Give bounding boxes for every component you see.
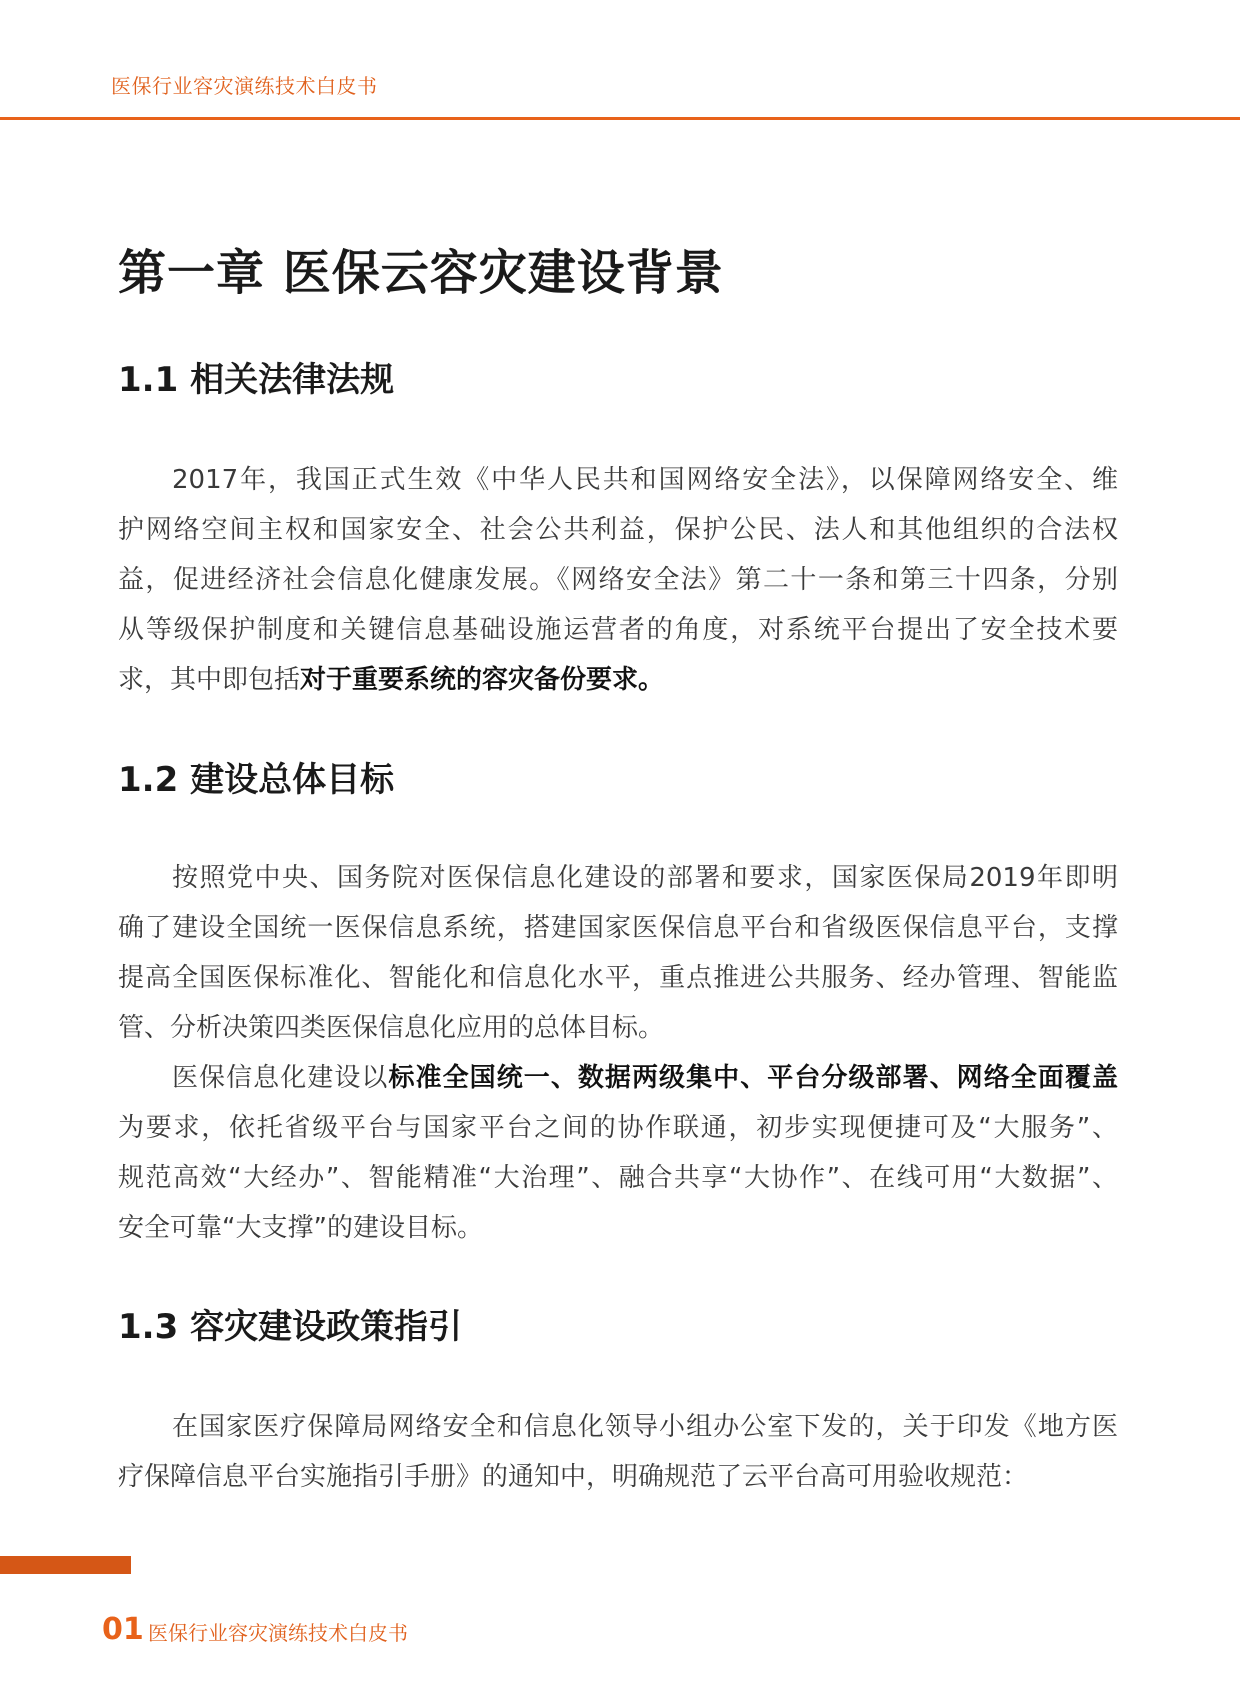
chapter-title: 第一章 医保云容灾建设背景 (118, 245, 724, 301)
text-segment: 求，其中即包括 (118, 665, 301, 695)
text-segment: 疗保障信息平台实施指引手册》的通知中，明确规范了云平台高可用验收规范： (118, 1462, 1029, 1492)
text-line (118, 505, 1118, 555)
text-segment: 益，促进经济社会信息化健康发展。《网络安全法》第二十一条和第三十四条，分别 (118, 565, 1118, 595)
text-segment: 2017年，我国正式生效《中华人民共和国网络安全法》，以保障网络安全、维 (172, 465, 1118, 495)
page-number: 01 (102, 1612, 144, 1647)
running-header-title: 医保行业容灾演练技术白皮书 (111, 74, 378, 98)
section-title-1-3: 1.3 容灾建设政策指引 (118, 1307, 463, 1347)
footer-title: 医保行业容灾演练技术白皮书 (148, 1621, 408, 1645)
text-segment: 确了建设全国统一医保信息系统，搭建国家医保信息平台和省级医保信息平台，支撑 (118, 913, 1118, 943)
text-line (118, 1452, 1118, 1502)
text-line (118, 605, 1118, 655)
emphasized-text: 对于重要系统的容灾备份要求。 (300, 665, 665, 695)
text-line (118, 455, 1118, 505)
text-line (118, 1153, 1118, 1203)
text-line (118, 655, 1118, 705)
paragraph-goals-requirements (118, 1053, 1118, 1253)
header-divider (0, 117, 1240, 120)
text-segment: 管、分析决策四类医保信息化应用的总体目标。 (118, 1013, 665, 1043)
text-segment: 提高全国医保标准化、智能化和信息化水平，重点推进公共服务、经办管理、智能监 (118, 963, 1118, 993)
text-segment: 规范高效“大经办”、智能精准“大治理”、融合共享“大协作”、在线可用“大数据”、 (118, 1163, 1118, 1193)
text-segment: 安全可靠“大支撑”的建设目标。 (118, 1213, 483, 1243)
paragraph-goals (118, 853, 1118, 1053)
text-line (118, 1103, 1118, 1153)
text-segment: 为要求，依托省级平台与国家平台之间的协作联通，初步实现便捷可及“大服务”、 (118, 1113, 1118, 1143)
text-line (118, 903, 1118, 953)
text-segment: 医保信息化建设以 (172, 1063, 389, 1093)
text-segment: 按照党中央、国务院对医保信息化建设的部署和要求，国家医保局2019年即明 (172, 863, 1118, 893)
text-line (118, 1203, 1118, 1253)
paragraph-laws (118, 455, 1118, 705)
section-title-1-2: 1.2 建设总体目标 (118, 760, 395, 800)
section-title-1-1: 1.1 相关法律法规 (118, 360, 395, 400)
footer-accent-bar (0, 1556, 131, 1574)
text-line (118, 853, 1118, 903)
text-segment: 在国家医疗保障局网络安全和信息化领导小组办公室下发的，关于印发《地方医 (172, 1412, 1118, 1442)
text-line (118, 1003, 1118, 1053)
text-line (118, 1402, 1118, 1452)
paragraph-policy (118, 1402, 1118, 1502)
text-line (118, 555, 1118, 605)
text-segment: 护网络空间主权和国家安全、社会公共利益，保护公民、法人和其他组织的合法权 (118, 515, 1118, 545)
emphasized-text: 标准全国统一、数据两级集中、平台分级部署、网络全面覆盖 (388, 1063, 1118, 1093)
text-segment: 从等级保护制度和关键信息基础设施运营者的角度，对系统平台提出了安全技术要 (118, 615, 1118, 645)
text-line (118, 953, 1118, 1003)
text-line (118, 1053, 1118, 1103)
